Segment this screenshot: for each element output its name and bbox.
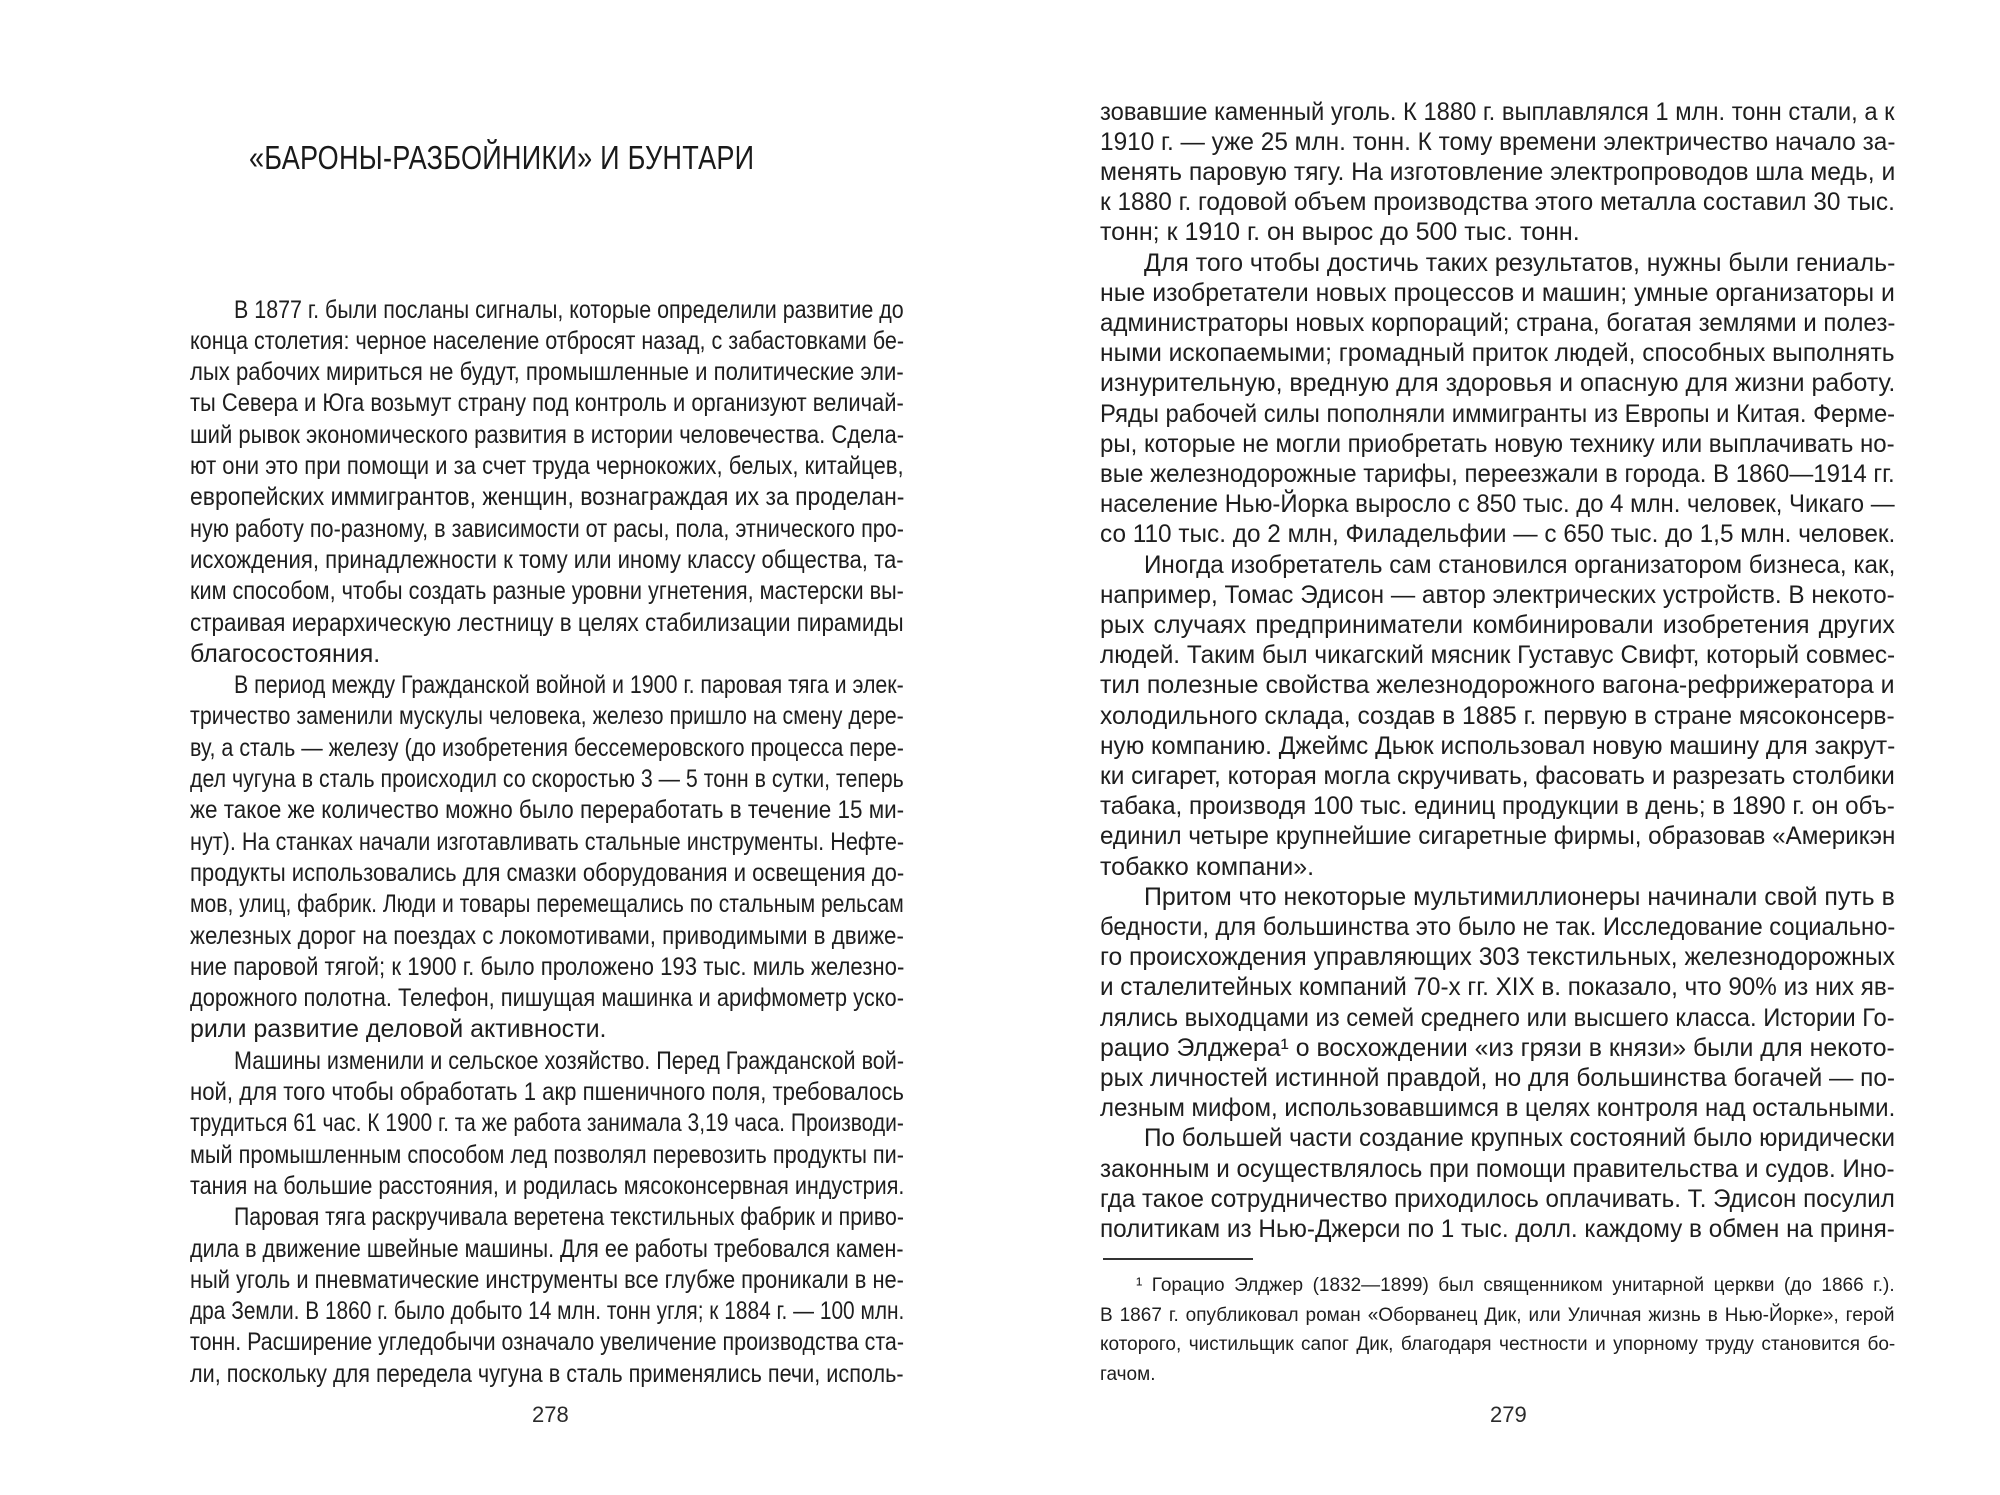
text-line: дила в движение швейные машины. Для ее работы требовался камен- — [190, 1234, 904, 1263]
text-line: ную работу по-разному, в зависимости от расы, пола, этнического про- — [190, 514, 905, 543]
text-line: гда такое сотрудничество приходилось оплачивать. Т. Эдисон посулил — [1100, 1184, 1895, 1213]
text-line: законным и осуществлялось при помощи правительства и судов. Ино- — [1100, 1154, 1895, 1183]
text-line: Иногда изобретатель сам становился организатором бизнеса, как, — [1144, 550, 1896, 579]
text-line: тил полезные свойства железнодорожного вагона-рефрижератора и — [1100, 671, 1895, 700]
left-page-body — [190, 0, 904, 1495]
text-line: ние паровой тягой; к 1900 г. было проложено 193 тыс. миль железно- — [190, 952, 905, 981]
text-line: ли, поскольку для передела чугуна в сталь применялись печи, исполь- — [190, 1359, 904, 1388]
chapter-heading: «БАРОНЫ-РАЗБОЙНИКИ» И БУНТАРИ — [249, 139, 755, 176]
text-line: табака, производя 100 тыс. единиц продукции в день; в 1890 г. он объ- — [1100, 792, 1895, 821]
text-line: со 110 тыс. до 2 млн, Филадельфии — с 650 тыс. до 1,5 млн. человек. — [1100, 520, 1896, 549]
text-line: зовавшие каменный уголь. К 1880 г. выплавлялся 1 млн. тонн стали, а к — [1100, 97, 1895, 126]
text-line: администраторы новых корпораций; страна, богатая землями и полез- — [1100, 308, 1896, 337]
text-line: страивая иерархическую лестницу в целях стабилизации пирамиды — [190, 608, 904, 637]
text-line: рых личностей истинной правдой, но для большинства богачей — по- — [1100, 1063, 1896, 1092]
text-line: рацио Элджера¹ о восхождении «из грязи в князи» были для некото- — [1100, 1033, 1895, 1062]
text-line: По большей части создание крупных состояний было юридически — [1144, 1124, 1895, 1153]
text-line: ры, которые не могли приобретать новую технику или выплачивать но- — [1100, 429, 1895, 458]
right-page — [1000, 0, 2000, 1495]
text-line: тания на большие расстояния, и родилась мясоконсервная индустрия. — [190, 1171, 905, 1200]
text-line: ки сигарет, которая могла скручивать, фасовать и разрезать столбики — [1100, 761, 1895, 790]
footnote-line: которого, чистильщик сапог Дик, благодаря честности и упорному труду становится бо- — [1100, 1334, 1896, 1355]
text-line: мов, улиц, фабрик. Люди и товары перемещались по стальным рельсам — [190, 890, 904, 919]
text-line: дел чугуна в сталь происходил со скоростью 3 — 5 тонн в сутки, теперь — [190, 765, 904, 793]
text-line: ный уголь и пневматические инструменты все глубже проникали в не- — [190, 1265, 904, 1294]
text-line: тричество заменили мускулы человека, железо пришло на смену дере- — [190, 702, 904, 731]
text-line: к 1880 г. годовой объем производства этого металла составил 30 тыс. — [1100, 188, 1895, 217]
footnote-divider — [1103, 1258, 1253, 1260]
text-line: продукты использовались для смазки оборудования и освещения до- — [190, 858, 905, 887]
text-line: изнурительную, вредную для здоровья и опасную для жизни работу. — [1100, 369, 1896, 398]
text-line: нут). На станках начали изготавливать стальные инструменты. Нефте- — [190, 827, 905, 856]
text-line: лезным мифом, использовавшимся в целях контроля над остальными. — [1100, 1094, 1896, 1123]
text-line: ву, а сталь — железу (до изобретения бессемеровского процесса пере- — [190, 733, 904, 762]
text-line: тонн; к 1910 г. он вырос до 500 тыс. тонн. — [1100, 218, 1580, 247]
text-line: Паровая тяга раскручивала веретена текстильных фабрик и приво- — [234, 1203, 904, 1232]
text-line: трудиться 61 час. К 1900 г. та же работа занимала 3,19 часа. Производи- — [190, 1109, 904, 1138]
text-line: лых рабочих мириться не будут, промышленные и политические эли- — [190, 358, 904, 387]
text-line: В период между Гражданской войной и 1900 г. паровая тяга и элек- — [234, 671, 904, 700]
text-line: ют они это при помощи и за счет труда чернокожих, белых, китайцев, — [190, 452, 904, 480]
right-page-body — [1100, 0, 1895, 1495]
text-line: ную компанию. Джеймс Дьюк использовал новую машину для закрут- — [1100, 731, 1896, 760]
text-line: железных дорог на поездах с локомотивами, приводимыми в движе- — [190, 921, 904, 950]
text-line: тобакко компани». — [1100, 852, 1315, 881]
text-line: например, Томас Эдисон — автор электрических устройств. В некото- — [1100, 580, 1895, 609]
text-line: Ряды рабочей силы пополняли иммигранты из Европы и Китая. Ферме- — [1100, 399, 1896, 428]
text-line: бедности, для большинства это было не так. Исследование социально- — [1100, 912, 1896, 941]
text-line: тонн. Расширение угледобычи означало увеличение производства ста- — [190, 1328, 904, 1357]
text-line: Машины изменили и сельское хозяйство. Перед Гражданской вой- — [234, 1046, 905, 1075]
text-line: население Нью-Йорка выросло с 850 тыс. до 4 млн. человек, Чикаго — — [1100, 490, 1895, 519]
text-line: конца столетия: черное население отбросят назад, с забастовками бе- — [190, 326, 905, 355]
text-line: 1910 г. — уже 25 млн. тонн. К тому времени электричество начало за- — [1100, 127, 1896, 156]
text-line: единил четыре крупнейшие сигаретные фирмы, образовав «Америкэн — [1100, 822, 1896, 851]
text-line: лялись выходцами из семей среднего или высшего класса. Истории Го- — [1100, 1003, 1895, 1032]
text-line: го происхождения управляющих 303 текстильных, железнодорожных — [1100, 943, 1895, 972]
text-line: европейских иммигрантов, женщин, вознаграждая их за проделан- — [190, 483, 905, 512]
text-line: Притом что некоторые мультимиллионеры начинали свой путь в — [1144, 882, 1895, 911]
footnote-line: В 1867 г. опубликовал роман «Оборванец Дик, или Уличная жизнь в Нью-Йорке», герой — [1100, 1304, 1895, 1326]
text-line: холодильного склада, создав в 1885 г. первую в стране мясоконсерв- — [1100, 701, 1895, 730]
text-line: вые железнодорожные тарифы, переезжали в города. В 1860—1914 гг. — [1100, 459, 1895, 488]
page-number-right: 279 — [1490, 1402, 1527, 1427]
page-number-left: 278 — [532, 1402, 569, 1427]
text-line: ные изобретатели новых процессов и машин; умные организаторы и — [1100, 278, 1895, 307]
text-line: же такое же количество можно было переработать в течение 15 ми- — [190, 796, 905, 825]
text-line: ной, для того чтобы обработать 1 акр пшеничного поля, требовалось — [190, 1078, 904, 1106]
text-line: ший рывок экономического развития в истории человечества. Сдела- — [190, 420, 905, 449]
text-line: рили развитие деловой активности. — [190, 1015, 607, 1044]
text-line: Для того чтобы достичь таких результатов, нужны были гениаль- — [1144, 248, 1896, 277]
text-line: ким способом, чтобы создать разные уровни угнетения, мастерски вы- — [190, 577, 904, 606]
text-line: В 1877 г. были посланы сигналы, которые определили развитие до — [234, 295, 904, 324]
footnote-line: ¹ Горацио Элджер (1832—1899) был священником унитарной церкви (до 1866 г.). — [1136, 1275, 1895, 1296]
text-line: рых случаях предприниматели комбинировали изобретения других — [1100, 610, 1895, 639]
text-line: дра Земли. В 1860 г. было добыто 14 млн. тонн угля; к 1884 г. — 100 млн. — [190, 1297, 905, 1326]
text-line: менять паровую тягу. На изготовление электропроводов шла медь, и — [1100, 157, 1896, 186]
footnote-line: гачом. — [1100, 1363, 1156, 1385]
text-line: ты Севера и Юга возьмут страну под контроль и организуют величай- — [190, 389, 904, 418]
text-line: дорожного полотна. Телефон, пишущая машинка и арифмометр уско- — [190, 984, 904, 1013]
text-line: исхождения, принадлежности к тому или иному классу общества, та- — [190, 545, 904, 574]
text-line: людей. Таким был чикагский мясник Густавус Свифт, который совмес- — [1100, 641, 1896, 670]
text-line: и сталелитейных компаний 70-х гг. XIX в. показало, что 90% из них яв- — [1100, 973, 1895, 1002]
text-line: ными ископаемыми; громадный приток людей, способных выполнять — [1100, 339, 1895, 368]
text-line: благосостояния. — [190, 639, 381, 668]
text-line: политикам из Нью-Джерси по 1 тыс. долл. каждому в обмен на приня- — [1100, 1214, 1895, 1243]
text-line: мый промышленным способом лед позволял перевозить продукты пи- — [190, 1140, 904, 1169]
